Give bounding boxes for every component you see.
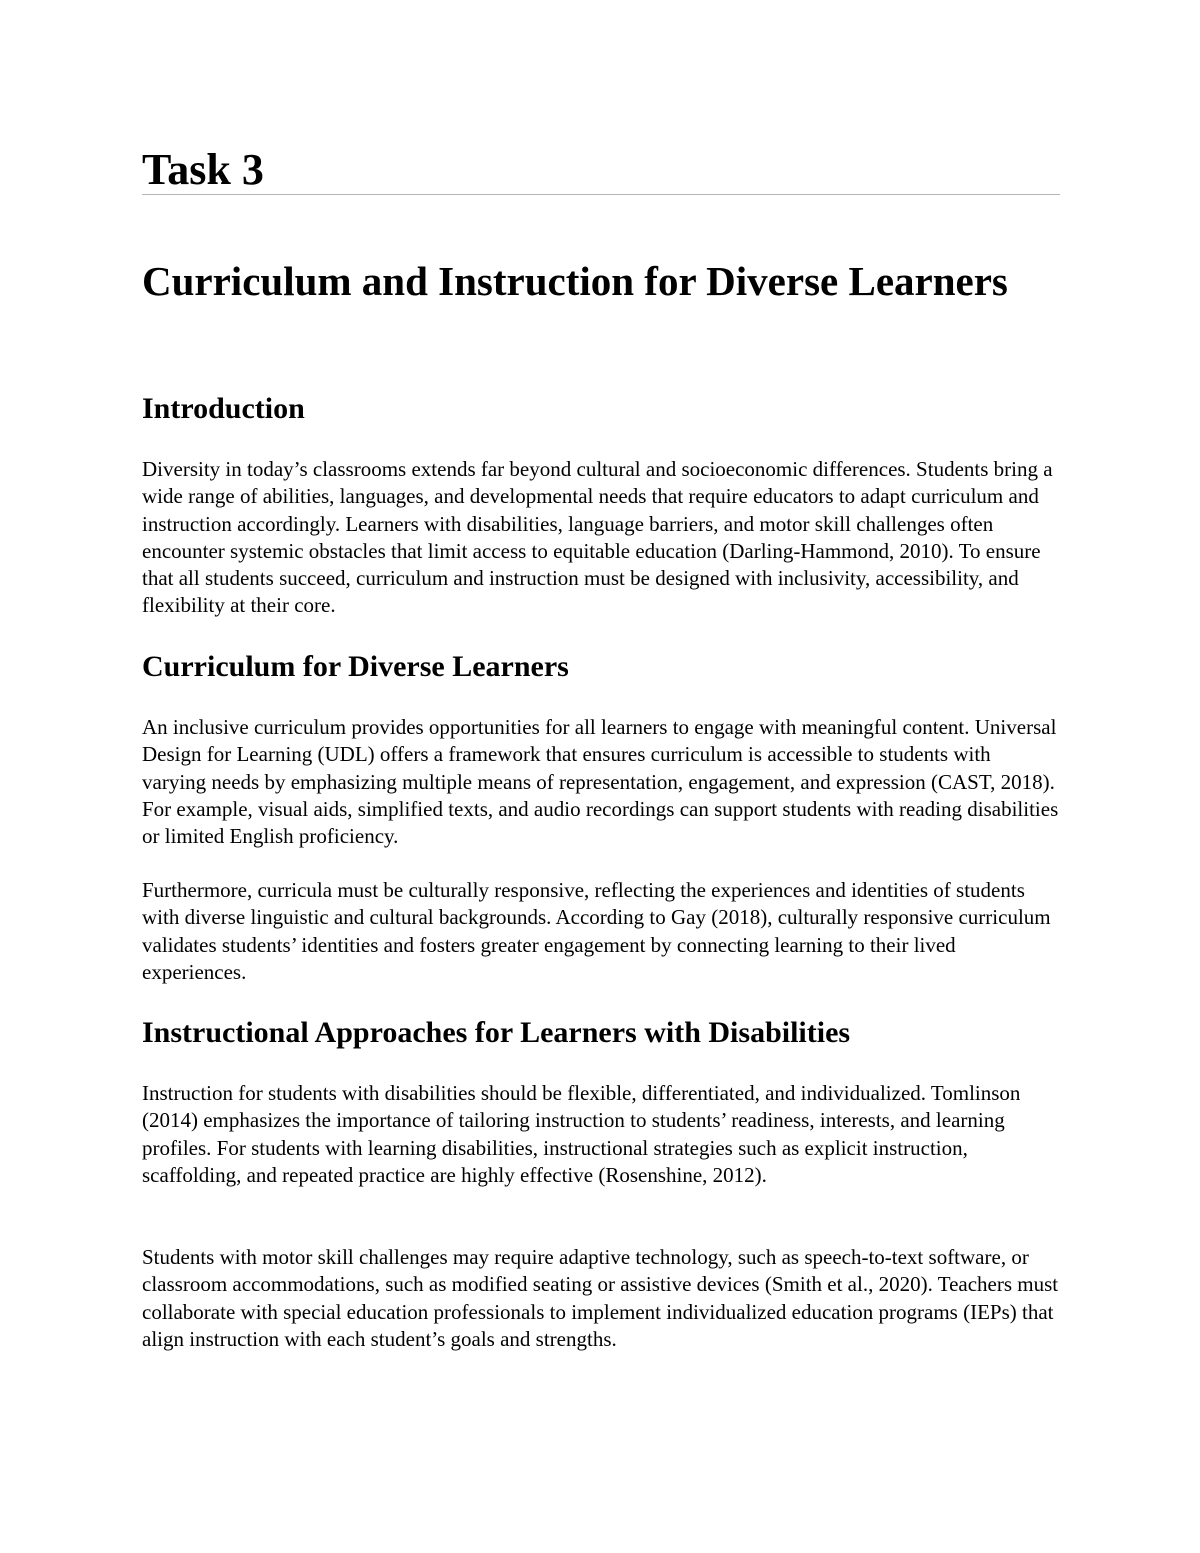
section-heading-instructional-approaches: Instructional Approaches for Learners with Disabilities [142,1016,851,1049]
section-heading-introduction: Introduction [142,392,305,425]
document-title: Curriculum and Instruction for Diverse Learners [142,258,1008,304]
curriculum-paragraph-2: Furthermore, curricula must be culturally responsive, reflecting the experiences and identities of students with diverse linguistic and cultural backgrounds. According to Gay (2018), culturally responsive curriculum validates students’ identities and fosters greater engagement by connecting learning to their lived experiences. [142,878,1051,984]
section-heading-curriculum: Curriculum for Diverse Learners [142,650,569,683]
title-divider [142,194,1060,195]
curriculum-paragraph-1: An inclusive curriculum provides opportunities for all learners to engage with meaningful content. Universal Design for Learning (UDL) offers a framework that ensures curriculum is accessible to students with varying needs by emphasizing multiple means of representation, engagement, and expression (CAST, 2018). For example, visual aids, simplified texts, and audio recordings can support students with reading disabilities or limited English proficiency. [142,715,1059,849]
introduction-paragraph: Diversity in today’s classrooms extends far beyond cultural and socioeconomic differences. Students bring a wide range of abilities, languages, and developmental needs that require educators to adapt curriculum and instruction accordingly. Learners with disabilities, language barriers, and motor skill challenges often encounter systemic obstacles that limit access to equitable education (Darling-Hammond, 2010). To ensure that all students succeed, curriculum and instruction must be designed with inclusivity, accessibility, and flexibility at their core. [142,457,1053,618]
task-title: Task 3 [142,145,264,194]
instruction-paragraph-1: Instruction for students with disabilities should be flexible, differentiated, and individualized. Tomlinson (2014) emphasizes the importance of tailoring instruction to students’ readiness, interests, and learning profiles. For students with learning disabilities, instructional strategies such as explicit instruction, scaffolding, and repeated practice are highly effective (Rosenshine, 2012). [142,1081,1021,1187]
instruction-paragraph-2: Students with motor skill challenges may require adaptive technology, such as speech-to-text software, or classroom accommodations, such as modified seating or assistive devices (Smith et al., 2020). Teachers must collaborate with special education professionals to implement individualized education programs (IEPs) that align instruction with each student’s goals and strengths. [142,1245,1059,1351]
